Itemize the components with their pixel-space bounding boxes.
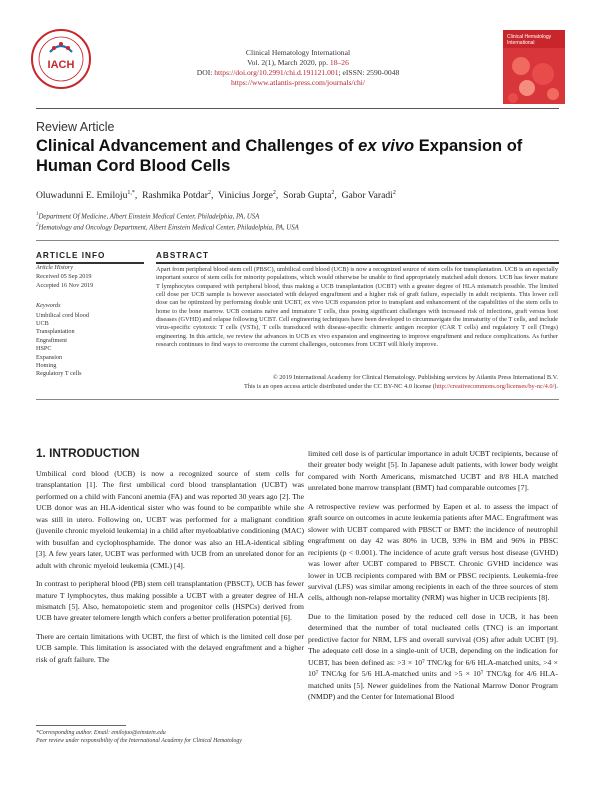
paragraph: A retrospective review was performed by Eapen et al. to assess the impact of graft source on outcomes in acute leukemia patients after MAC. Engraftment was slower with UCBT compared with PBSCT or BMT: the incidence of neutrophil engraftment on day 42 was 80% in UCB, 93% in BM and 96% in PBSC recipients (p < 0.001). The incidence of acute graft versus host disease (GVHD) was lower after UCBT compared to PBSCT. Chronic GVHD incidence was lower in UCB recipients compared with BM or PBSC recipients. Leukemia-free survival (LFS) was similar among recipients in each of the three sources of stem cells, although non-relapse mortality (NRM) was higher in UCB recipients [8].: [308, 501, 558, 603]
keyword: UCB: [36, 320, 49, 328]
affiliation: $^1$Department Of Medicine, Albert Einstein Medical Center, Philadelphia, PA, USA: [36, 212, 260, 221]
author: Sorab Gupta$^2$: [283, 190, 335, 202]
doi-line: DOI: https://doi.org/10.2991/chi.d.191121.001; eISSN: 2590-0048: [196, 68, 400, 77]
footnote-rule: [36, 725, 126, 726]
journal-header: [168, 48, 428, 88]
abstract-text: Apart from peripheral blood stem cell (PBSC), umbilical cord blood (UCB) is now a recognized source of stem cells for transplantation. UCB is an especially important source of stem cells for minority populations, which would otherwise be unable to find appropriately matched adult donors. UCB has fewer mature T lymphocytes compared with peripheral blood, thus making a UCB transplantation (UCBT) with a greater degree of HLA mismatch possible. The limited cell dose per UCB sample is however associated with delayed engraftment and a higher risk of graft failure, especially in adult recipients. This lower cell dose can be optimized by performing double unit UCBT, ex vivo UCB expansion prior to transplant and enhancement of the capabilities of the stem cells to home to the bone marrow. UCB contains naïve and immature T cells, thus posing significant challenges with increased risk of infections, graft versus host diseases (GVHD) and relapse following UCBT. Cell engineering techniques have been developed to circumnavigate the immaturity of the T cells, and include virus-specific cytotoxic T cells (VSTs), T cells transduced with disease-specific chimeric antigen receptor (CAR T cells) and regulatory T cell (Tregs) engineering. In this article, we review the advances in UCB ex vivo expansion and engineering to improve engraftment and reduce complications. As further research continues to find ways to overcome the current challenges, outcomes from UCBT will likely improve.: [156, 266, 558, 349]
divider: [36, 240, 559, 241]
paragraph: In contrast to peripheral blood (PB) stem cell transplantation (PBSCT), UCB has fewer mature T lymphocytes, thus making possible a UCBT with a greater degree of HLA mismatch [5]. Also, hematopoietic stem and progenitor cells (HSPCs) derived from UCB have greater telomere length which confers a better proliferation potential [6].: [36, 579, 304, 623]
header-rule: [36, 108, 559, 109]
author: Vinicius Jorge$^2$: [217, 190, 276, 202]
journal-cover-thumbnail: [503, 30, 565, 104]
corresponding-author-note: *Corresponding author. Email: emilojuo@einstein.edu: [36, 730, 166, 736]
paragraph: There are certain limitations with UCBT, the first of which is the limited cell dose per UCB sample. This limitation is associated with the delayed engraftment and a higher risk of graft failure. The: [36, 631, 304, 664]
paragraph: Due to the limitation posed by the reduced cell dose in UCB, it has been determined that the number of total nucleated cells (TNC) is an important predictive factor for NRM, LFS and overall survival (OS) after adult UCBT [9]. The adequate cell dose in a single-unit of UCB, depending on the indication for UCBT, has been defined as: >3 × 10⁷ TNC/kg for 6/6 HLA-matched units, >4 × 10⁷ TNC/kg for 5/6 HLA-matched units and >5 × 10⁷ TNC/kg for 4/6 HLA-matched units [5]. Newer guidelines from the National Marrow Donor Program (NMDP) and the Center for International Blood: [308, 611, 558, 702]
accepted-date: Accepted 16 Nov 2019: [36, 281, 94, 289]
keyword: Expansion: [36, 353, 63, 361]
article-info-heading: ARTICLE INFO: [36, 251, 106, 260]
divider: [36, 399, 559, 400]
cover-cells-image: [503, 48, 565, 104]
section-heading: 1. INTRODUCTION: [36, 446, 140, 460]
received-date: Received 05 Sep 2019: [36, 273, 92, 281]
keywords-label: Keywords: [36, 302, 61, 310]
abstract-heading: ABSTRACT: [156, 251, 210, 260]
article-type: Review Article: [36, 120, 115, 134]
journal-name: Clinical Hematology International: [245, 48, 351, 57]
page-range: 18–26: [329, 58, 349, 67]
paragraph: limited cell dose is of particular importance in adult UCBT recipients, because of their greater body weight [5]. In Japanese adult patients, with lower body weight compared with North Americans, mismatched UCBT and 8/8 HLA matched unrelated bone marrow transplant (BMT) had comparable outcomes [7].: [308, 449, 558, 493]
author: Rashmika Potdar$^2$: [142, 190, 211, 202]
copyright-notice: © 2019 International Academy for Clinical Hematology. Publishing services by Atlantis Press International B.V. This is an open access article distributed under the CC BY-NC 4.0 license (http://creativecommons.org/licenses/by-nc/4.0/).: [243, 374, 558, 390]
cover-caption: Clinical Hematology International: [507, 34, 552, 46]
peer-review-note: Peer review under responsibility of the International Academy for Clinical Hematology: [36, 738, 242, 745]
doi-link[interactable]: https://doi.org/10.2991/chi.d.191121.001: [214, 68, 339, 77]
keyword: Transplantation: [36, 328, 75, 336]
body-column-right: [308, 448, 558, 710]
journal-site-link[interactable]: https://www.atlantis-press.com/journals/chi/: [230, 78, 366, 87]
history-label: Article History: [36, 264, 73, 271]
footnotes: [36, 729, 304, 745]
logo-text: IACH: [47, 59, 75, 71]
author: Oluwadunni E. Emiloju$^{1,*}$: [36, 190, 135, 202]
article-title: Clinical Advancement and Challenges of ex vivo Expansion of Human Cord Blood Cells: [36, 137, 523, 175]
license-link[interactable]: http://creativecommons.org/licenses/by-nc/4.0/: [434, 382, 555, 390]
keyword: Regulatory T cells: [36, 370, 82, 378]
keyword: Umbilical cord blood: [36, 311, 89, 319]
keyword: Homing: [36, 362, 57, 370]
volume-line: Vol. 2(1), March 2020, pp. 18–26: [247, 58, 349, 67]
divider: [156, 262, 559, 264]
affiliation: $^2$Hematology and Oncology Department, Albert Einstein Medical Center, Philadelphia, PA, USA: [36, 223, 299, 232]
keyword: HSPC: [36, 345, 52, 353]
body-column-left: [36, 468, 304, 672]
iach-logo: [30, 28, 92, 90]
author: Gabor Varadi$^2$: [341, 190, 396, 202]
keyword: Engraftment: [36, 336, 67, 344]
author-list: Oluwadunni E. Emiloju$^{1,*}$, Rashmika Potdar$^2$, Vinicius Jorge$^2$, Sorab Gupta$^2$, Gabor Varadi$^2$: [36, 190, 396, 202]
paragraph: Umbilical cord blood (UCB) is now a recognized source of stem cells for transplantation [1]. The first umbilical cord blood transplantation (UCBT) was performed on a child with Fanconi anemia (FA) and was reported 30 years ago [2]. The UCB donor was an HLA-identical sister who was found to be compatible while she was still in utero. Following on, UCBT was performed for a malignant condition (juvenile chronic myeloid leukemia) in a child after myeloablative conditioning (MAC) with busulfan and cyclophosphamide. The donor was also an HLA-identical sibling [3]. A few years later, UCBT was performed with UCB from an unrelated donor for an adult with chronic myeloid leukemia (CML) [4].: [36, 469, 304, 570]
article-info: [36, 264, 136, 379]
